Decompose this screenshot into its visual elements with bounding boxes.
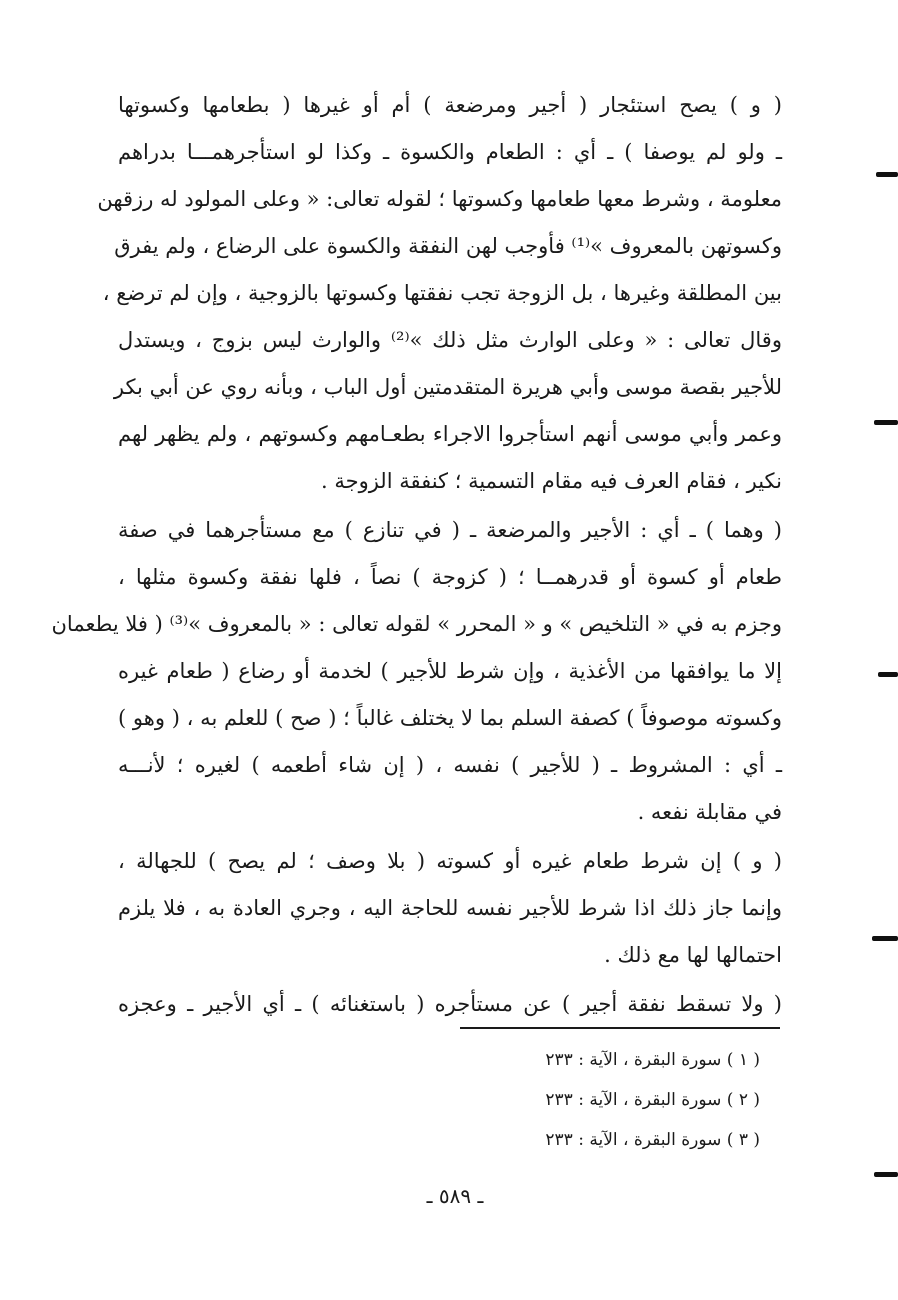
footnote-2: ( ٢ ) سورة البقرة ، الآية : ٢٣٣ [545, 1090, 760, 1110]
text-line: وجزم به في « التلخيص » و « المحرر » لقوله تعالى : « بالمعروف »⁽³⁾ ( فلا يطعمان [51, 612, 782, 636]
scan-edge-mark [876, 172, 898, 177]
main-text [51, 82, 782, 1028]
footnotes [480, 1040, 760, 1160]
text-line: بين المطلقة وغيرها ، بل الزوجة تجب نفقتها وكسوتها بالزوجية ، وإن لم ترضع ، [102, 281, 782, 305]
text-line: وكسوته موصوفاً ) كصفة السلم بما لا يختلف غالباً ؛ ( صح ) للعلم به ، ( وهو ) [118, 706, 782, 730]
text-line: للأجير بقصة موسى وأبي هريرة المتقدمتين أول الباب ، وبأنه روي عن أبي بكر [113, 375, 782, 399]
text-line: طعام أو كسوة أو قدرهمــا ؛ ( كزوجة ) نصاً ، فلها نفقة وكسوة مثلها ، [118, 565, 782, 589]
text-line: ـ أي : المشروط ـ ( للأجير ) نفسه ، ( إن شاء أطعمه ) لغيره ؛ لأنـــه [118, 753, 782, 777]
paragraph-2 [51, 507, 782, 836]
footnote-1: ( ١ ) سورة البقرة ، الآية : ٢٣٣ [545, 1050, 760, 1070]
text-line: ( ولا تسقط نفقة أجير ) عن مستأجره ( باستغنائه ) ـ أي الأجير ـ وعجزه [118, 992, 782, 1016]
text-line: ـ ولو لم يوصفا ) ـ أي : الطعام والكسوة ـ وكذا لو استأجرهمـــا بدراهم [118, 140, 782, 164]
text-line: معلومة ، وشرط معها طعامها وكسوتها ؛ لقوله تعالى: « وعلى المولود له رزقهن [97, 187, 782, 211]
footnote-divider [460, 1027, 780, 1029]
text-line: وإنما جاز ذلك اذا شرط للأجير نفسه للحاجة اليه ، وجري العادة به ، فلا يلزم [118, 896, 782, 920]
text-line: وقال تعالى : « وعلى الوارث مثل ذلك »⁽²⁾ والوارث ليس بزوج ، ويستدل [118, 328, 782, 352]
scan-edge-mark [874, 1172, 898, 1177]
paragraph-1 [97, 82, 782, 505]
text-line: احتمالها لها مع ذلك . [604, 943, 782, 967]
text-line: وعمر وأبي موسى أنهم استأجروا الاجراء بطعـامهم وكسوتهم ، ولم يظهر لهم [118, 422, 782, 446]
footnote-3: ( ٣ ) سورة البقرة ، الآية : ٢٣٣ [545, 1130, 760, 1150]
text-line: ( وهما ) ـ أي : الأجير والمرضعة ـ ( في تنازع ) مع مستأجرهما في صفة [118, 518, 782, 542]
text-line: وكسوتهن بالمعروف »⁽¹⁾ فأوجب لهن النفقة والكسوة على الرضاع ، ولم يفرق [114, 234, 782, 258]
text-line: نكير ، فقام العرف فيه مقام التسمية ؛ كنفقة الزوجة . [320, 469, 782, 493]
text-line: ( و ) إن شرط طعام غيره أو كسوته ( بلا وصف ؛ لم يصح ) للجهالة ، [118, 849, 782, 873]
page-number: ـ ٥٨٩ ـ [426, 1184, 484, 1208]
scan-edge-mark [874, 420, 898, 425]
text-line: ( و ) يصح استئجار ( أجير ومرضعة ) أم أو غيرها ( بطعامها وكسوتها [118, 93, 782, 117]
scan-edge-mark [878, 672, 898, 677]
scan-edge-mark [872, 936, 898, 941]
text-line: في مقابلة نفعه . [637, 800, 782, 824]
paragraph-4 [118, 981, 782, 1028]
text-line: إلا ما يوافقها من الأغذية ، وإن شرط للأجير ) لخدمة أو رضاع ( طعام غيره [118, 659, 782, 683]
paragraph-3 [118, 838, 782, 979]
